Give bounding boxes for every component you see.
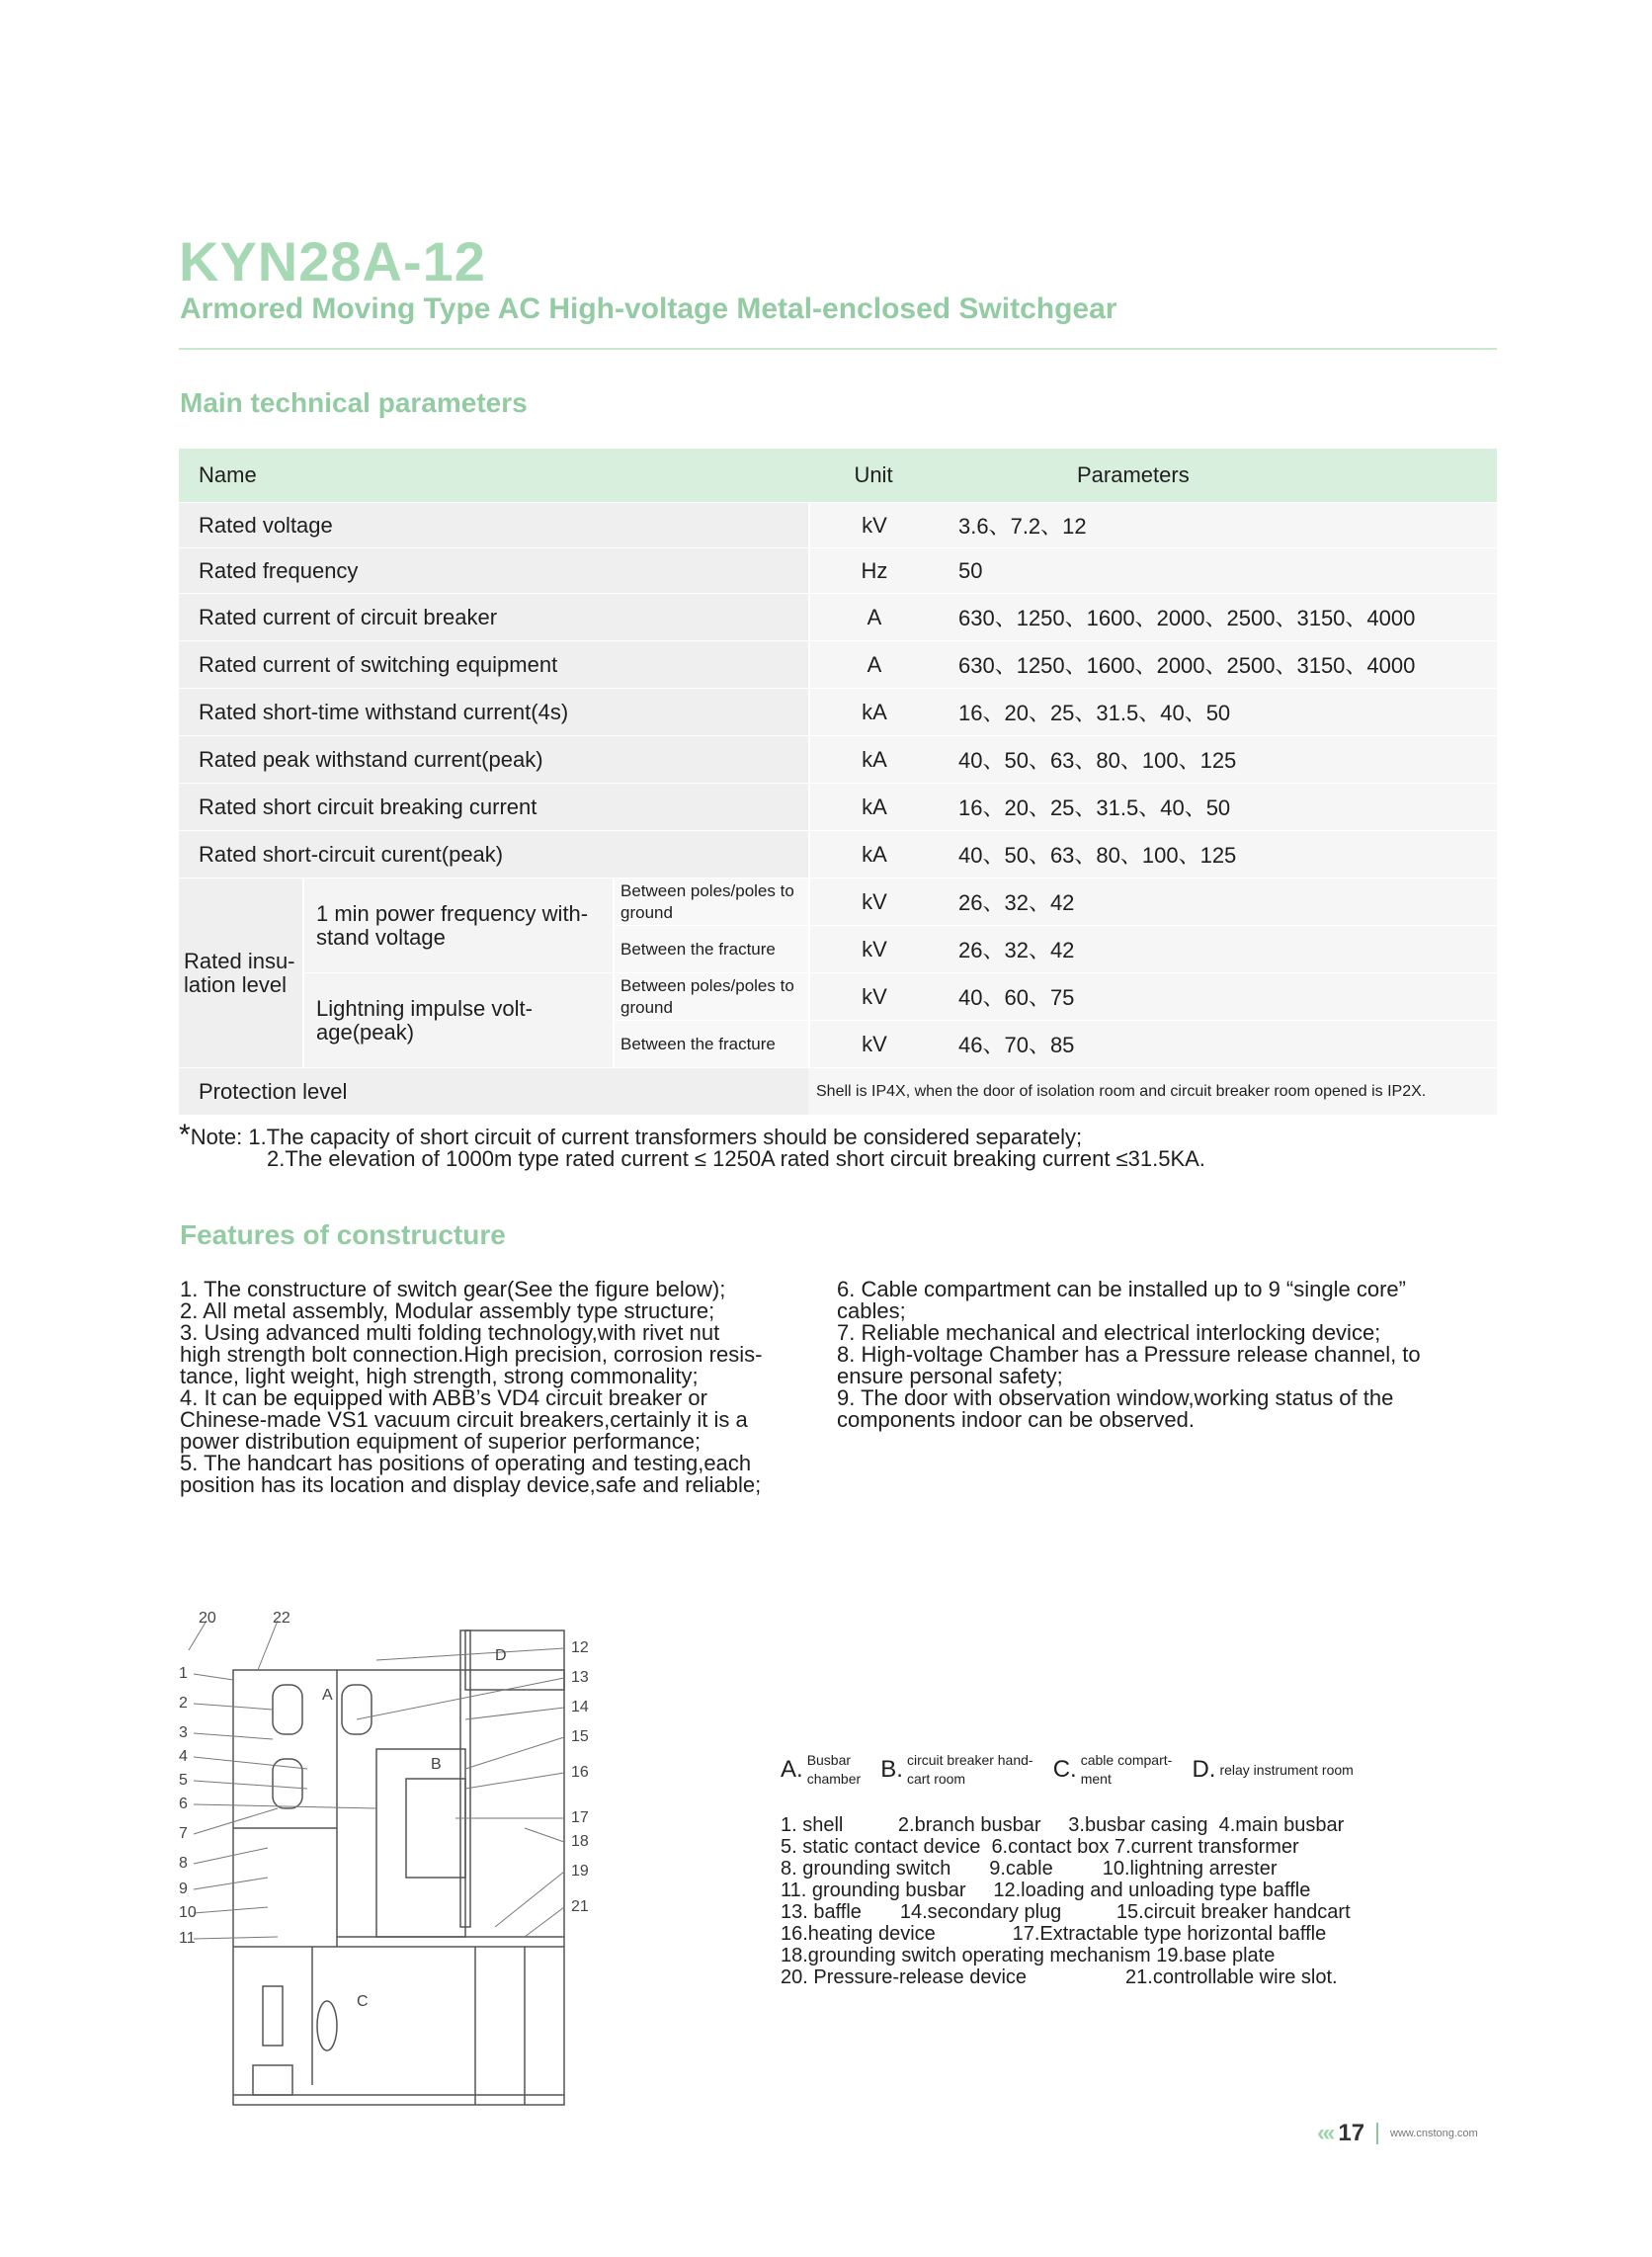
row-unit: kV <box>808 502 939 547</box>
row-unit: kV <box>808 972 939 1020</box>
legend-text: Busbar <box>806 1752 852 1768</box>
footer-divider <box>1376 2123 1378 2144</box>
compartment-legend <box>781 1751 1367 1789</box>
row-unit: kV <box>808 1020 939 1067</box>
table-row <box>179 878 1497 925</box>
parts-line: 1. shell 2.branch busbar 3.busbar casing 4.main busbar <box>781 1814 1345 1836</box>
diagram-label: 14 <box>571 1699 589 1715</box>
diagram-label: 19 <box>571 1863 589 1880</box>
feature-line: 7. Reliable mechanical and electrical interlocking device; <box>837 1320 1381 1345</box>
legend-letter: D. <box>1192 1756 1216 1783</box>
diagram-label: 8 <box>179 1855 188 1872</box>
parts-line: 20. Pressure-release device 21.controllable wire slot. <box>781 1966 1338 1988</box>
chevron-left-icon: «‹ <box>1317 2120 1333 2146</box>
row-unit: kA <box>808 688 939 735</box>
feature-line: 2. All metal assembly, Modular assembly type structure; <box>180 1298 715 1323</box>
row-name: Rated short-time withstand current(4s) <box>179 688 808 735</box>
row-name: Rated peak withstand current(peak) <box>179 735 808 783</box>
page-number: 17 <box>1338 2120 1365 2146</box>
insulation-group-name: Lightning impulse volt-age(peak) <box>302 972 613 1067</box>
product-subtitle: Armored Moving Type AC High-voltage Metal-enclosed Switchgear <box>180 293 1117 325</box>
diagram-label: 5 <box>179 1772 188 1789</box>
diagram-label: 10 <box>179 1904 197 1921</box>
table-row <box>179 735 1497 783</box>
row-name: Protection level <box>179 1067 808 1115</box>
features-right-column <box>837 1279 1469 1431</box>
col-name-header: Name <box>179 449 808 502</box>
row-value: 40、60、75 <box>939 972 1497 1020</box>
legend-letter: A. <box>781 1756 803 1783</box>
row-value: 26、32、42 <box>939 925 1497 972</box>
feature-line: power distribution equipment of superior performance; <box>180 1429 702 1454</box>
table-row <box>179 547 1497 593</box>
table-row <box>179 783 1497 830</box>
table-row <box>179 502 1497 547</box>
table-note <box>179 1119 1205 1171</box>
diagram-label: 6 <box>179 1796 188 1812</box>
insulation-group-name: 1 min power frequency with-stand voltage <box>302 878 613 972</box>
diagram-label: 18 <box>571 1833 589 1850</box>
table-row <box>179 1067 1497 1115</box>
feature-line: tance, light weight, high strength, strong commonality; <box>180 1364 699 1388</box>
diagram-label: 16 <box>571 1764 589 1781</box>
row-name: Rated current of circuit breaker <box>179 593 808 640</box>
parts-line: 11. grounding busbar 12.loading and unloading type baffle <box>781 1880 1311 1901</box>
footer-url: www.cnstong.com <box>1390 2128 1478 2139</box>
table-row <box>179 640 1497 688</box>
legend-text: cable compart- <box>1080 1752 1173 1768</box>
feature-line: cables; <box>837 1298 906 1323</box>
insulation-condition: Between the fracture <box>613 1020 808 1067</box>
row-unit: Hz <box>808 547 939 593</box>
row-name: Rated frequency <box>179 547 808 593</box>
legend-item <box>1192 1756 1353 1784</box>
feature-line: 5. The handcart has positions of operating and testing,each <box>180 1451 752 1475</box>
row-value: 630、1250、1600、2000、2500、3150、4000 <box>939 593 1497 640</box>
legend-letter: B. <box>880 1756 903 1783</box>
model-title: KYN28A-12 <box>179 230 486 293</box>
row-value: 26、32、42 <box>939 878 1497 925</box>
feature-line: 9. The door with observation window,working status of the <box>837 1385 1394 1410</box>
row-name: Rated voltage <box>179 502 808 547</box>
row-unit: kA <box>808 783 939 830</box>
table-row <box>179 688 1497 735</box>
feature-line: 1. The constructure of switch gear(See the figure below); <box>180 1277 726 1301</box>
parts-line: 16.heating device 17.Extractable type horizontal baffle <box>781 1923 1327 1945</box>
diagram-label: 4 <box>179 1748 188 1765</box>
insulation-condition: Between poles/poles to ground <box>613 878 808 925</box>
feature-line: components indoor can be observed. <box>837 1407 1196 1432</box>
diagram-label: 22 <box>273 1611 290 1627</box>
legend-text: chamber <box>806 1771 862 1787</box>
header-divider <box>179 348 1497 350</box>
row-name: Rated short-circuit curent(peak) <box>179 830 808 878</box>
diagram-label: 1 <box>179 1665 188 1682</box>
col-params-header: Parameters <box>939 449 1497 502</box>
note-asterisk: * <box>179 1119 191 1151</box>
note-line-1: Note: 1.The capacity of short circuit of current transformers should be considered separately; <box>190 1125 1083 1149</box>
row-value: 50 <box>939 547 1497 593</box>
row-value: 40、50、63、80、100、125 <box>939 830 1497 878</box>
legend-text: cart room <box>906 1771 966 1787</box>
diagram-label: 12 <box>571 1639 589 1656</box>
row-unit: A <box>808 640 939 688</box>
diagram-label: 7 <box>179 1825 188 1842</box>
parts-line: 18.grounding switch operating mechanism 19.base plate <box>781 1945 1276 1966</box>
diagram-label: 11 <box>179 1930 196 1947</box>
diagram-label: 3 <box>179 1724 188 1741</box>
diagram-label: 21 <box>571 1898 589 1915</box>
row-value: Shell is IP4X, when the door of isolation room and circuit breaker room opened is IP2X. <box>808 1067 1497 1115</box>
legend-item <box>781 1751 861 1789</box>
legend-item <box>1053 1751 1173 1789</box>
legend-text: circuit breaker hand- <box>906 1752 1033 1768</box>
row-value: 16、20、25、31.5、40、50 <box>939 783 1497 830</box>
feature-line: 3. Using advanced multi folding technology,with rivet nut <box>180 1320 720 1345</box>
feature-line: ensure personal safety; <box>837 1364 1063 1388</box>
page-footer <box>1317 2120 1478 2147</box>
row-unit: kV <box>808 878 939 925</box>
feature-line: position has its location and display device,safe and reliable; <box>180 1472 762 1497</box>
row-value: 46、70、85 <box>939 1020 1497 1067</box>
feature-line: 8. High-voltage Chamber has a Pressure release channel, to <box>837 1342 1421 1367</box>
insulation-condition: Between poles/poles to ground <box>613 972 808 1020</box>
main-params-heading: Main technical parameters <box>180 387 528 418</box>
parts-line: 13. baffle 14.secondary plug 15.circuit breaker handcart <box>781 1901 1351 1923</box>
row-unit: kV <box>808 925 939 972</box>
row-unit: kA <box>808 735 939 783</box>
parts-list <box>781 1814 1351 1988</box>
row-name: Rated current of switching equipment <box>179 640 808 688</box>
table-row <box>179 972 1497 1020</box>
legend-text: relay instrument room <box>1219 1761 1354 1778</box>
insulation-level-label: Rated insu-lation level <box>179 878 302 1067</box>
col-unit-header: Unit <box>808 449 939 502</box>
diagram-label: 20 <box>199 1611 216 1627</box>
legend-letter: C. <box>1052 1756 1077 1783</box>
row-value: 16、20、25、31.5、40、50 <box>939 688 1497 735</box>
table-row <box>179 830 1497 878</box>
row-value: 630、1250、1600、2000、2500、3150、4000 <box>939 640 1497 688</box>
feature-line: high strength bolt connection.High precision, corrosion resis- <box>180 1342 763 1367</box>
row-name: Rated short circuit breaking current <box>179 783 808 830</box>
diagram-room-label: B <box>431 1756 442 1773</box>
diagram-label: 17 <box>571 1809 589 1826</box>
table-row <box>179 593 1497 640</box>
diagram-room-label: A <box>322 1687 333 1704</box>
legend-text: ment <box>1080 1771 1112 1787</box>
diagram-label: 2 <box>179 1695 188 1712</box>
row-value: 40、50、63、80、100、125 <box>939 735 1497 783</box>
diagram-room-label: D <box>495 1647 507 1664</box>
diagram-room-label: C <box>357 1993 369 2010</box>
row-unit: kA <box>808 830 939 878</box>
parts-line: 5. static contact device 6.contact box 7.current transformer <box>781 1836 1299 1858</box>
features-heading: Features of constructure <box>180 1219 506 1250</box>
feature-line: Chinese-made VS1 vacuum circuit breakers,certainly it is a <box>180 1407 748 1432</box>
row-value: 3.6、7.2、12 <box>939 502 1497 547</box>
parameters-table <box>179 449 1497 1115</box>
table-header-row <box>179 449 1497 502</box>
diagram-label: 15 <box>571 1728 589 1745</box>
legend-item <box>880 1751 1032 1789</box>
row-unit: A <box>808 593 939 640</box>
diagram-label: 13 <box>571 1669 589 1686</box>
features-left-column <box>180 1279 812 1496</box>
feature-line: 6. Cable compartment can be installed up to 9 “single core” <box>837 1277 1406 1301</box>
feature-line: 4. It can be equipped with ABB’s VD4 circuit breaker or <box>180 1385 707 1410</box>
switchgear-diagram <box>179 1611 623 2115</box>
note-line-2: 2.The elevation of 1000m type rated current ≤ 1250A rated short circuit breaking current ≤31.5KA. <box>267 1146 1205 1171</box>
diagram-label: 9 <box>179 1881 188 1897</box>
parts-line: 8. grounding switch 9.cable 10.lightning arrester <box>781 1858 1278 1880</box>
insulation-condition: Between the fracture <box>613 925 808 972</box>
